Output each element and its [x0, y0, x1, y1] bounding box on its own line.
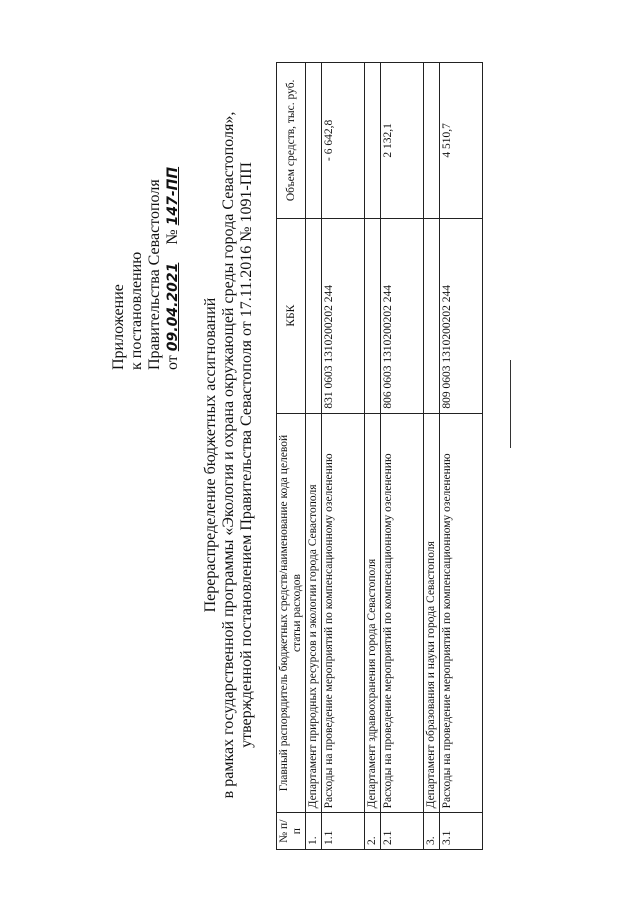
number-prefix: № [164, 229, 181, 245]
table-row-expense [440, 63, 483, 850]
cell-num: 2.1 [381, 813, 424, 850]
table-row-expense [381, 63, 424, 850]
cell-name: Расходы на проведение мероприятий по компенсационному озеленению [440, 413, 483, 813]
cell-kbk: 831 0603 1310200202 244 [322, 218, 365, 413]
appendix-block [110, 70, 182, 370]
table-row-department [424, 63, 440, 850]
cell-kbk: 806 0603 1310200202 244 [381, 218, 424, 413]
appendix-date-line [164, 70, 182, 370]
cell-num: 1. [306, 813, 322, 850]
appendix-resolution-line: к постановлению [128, 251, 145, 370]
cell-kbk [424, 218, 440, 413]
header-volume: Объем средств, тыс. руб. [277, 63, 306, 219]
cell-name: Департамент здравоохранения города Севастополя [365, 413, 381, 813]
header-name: Главный распорядитель бюджетных средств/наименование кода целевой статьи расходов [277, 413, 306, 813]
date-prefix: от [164, 355, 181, 370]
cell-volume [365, 63, 381, 219]
appendix-government-line: Правительства Севастополя [146, 179, 163, 370]
cell-kbk: 809 0603 1310200202 244 [440, 218, 483, 413]
handwritten-date: 09.04.2021 [165, 262, 181, 352]
handwritten-number: 147-ПП [165, 166, 181, 226]
closing-divider-line [510, 360, 511, 448]
cell-num: 3.1 [440, 813, 483, 850]
appendix-title: Приложение [110, 284, 127, 370]
heading-line-1: Перераспределение бюджетных ассигнований [202, 297, 219, 613]
document-heading [202, 60, 256, 850]
heading-line-2: в рамках государственной программы «Экология и охрана окружающей среды города Севастополя», [220, 111, 237, 799]
cell-volume [306, 63, 322, 219]
cell-num: 1.1 [322, 813, 365, 850]
rotated-document-sheet [40, 60, 600, 850]
cell-volume: - 6 642,8 [322, 63, 365, 219]
budget-reallocation-table [276, 62, 483, 850]
cell-name: Департамент образования и науки города Севастополя [424, 413, 440, 813]
table-row-department [306, 63, 322, 850]
cell-kbk [365, 218, 381, 413]
table-row-department [365, 63, 381, 850]
header-kbk: КБК [277, 218, 306, 413]
cell-name: Расходы на проведение мероприятий по компенсационному озеленению [322, 413, 365, 813]
table-header-row [277, 63, 306, 850]
header-num: № п/п [277, 813, 306, 850]
cell-num: 3. [424, 813, 440, 850]
cell-kbk [306, 218, 322, 413]
cell-volume [424, 63, 440, 219]
heading-line-3: утвержденной постановлением Правительства Севастополя от 17.11.2016 № 1091-ПП [238, 162, 255, 748]
cell-volume: 4 510,7 [440, 63, 483, 219]
cell-name: Департамент природных ресурсов и экологии города Севастополя [306, 413, 322, 813]
cell-volume: 2 132,1 [381, 63, 424, 219]
table-row-expense [322, 63, 365, 850]
cell-name: Расходы на проведение мероприятий по компенсационному озеленению [381, 413, 424, 813]
cell-num: 2. [365, 813, 381, 850]
